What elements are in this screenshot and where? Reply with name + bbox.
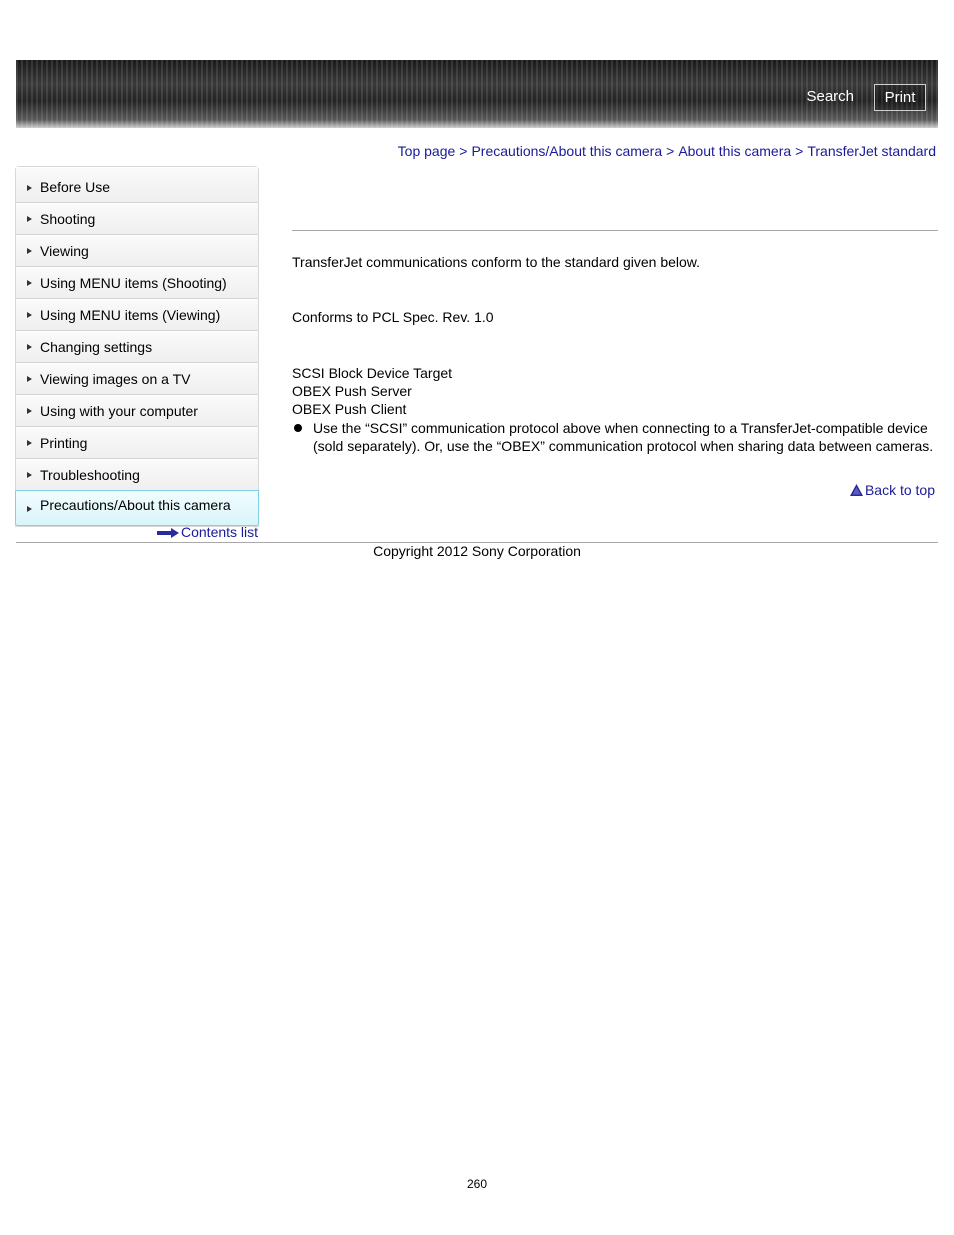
protocol-item: OBEX Push Server: [292, 383, 412, 399]
note-item: [292, 419, 938, 455]
arrow-right-icon: [157, 528, 179, 538]
title-divider: [292, 230, 938, 231]
triangle-right-icon: [27, 440, 32, 446]
protocol-item: SCSI Block Device Target: [292, 365, 453, 381]
bullet-icon: [294, 424, 302, 432]
print-button[interactable]: Print: [874, 84, 926, 111]
sidebar-item-viewing[interactable]: [16, 235, 258, 267]
sidebar-item-label: Changing settings: [40, 339, 153, 355]
contents-list-link[interactable]: [157, 524, 258, 540]
sidebar-item-label: Using MENU items (Shooting): [40, 275, 227, 291]
breadcrumb-separator: >: [795, 143, 804, 159]
copyright-text: Copyright 2012 Sony Corporation: [373, 543, 581, 559]
triangle-right-icon: [27, 185, 32, 191]
sidebar-item-viewing-tv[interactable]: [16, 363, 258, 395]
sidebar-item-label: Using with your computer: [40, 403, 198, 419]
intro-text: TransferJet communications conform to the standard given below.: [292, 254, 701, 270]
triangle-right-icon: [27, 248, 32, 254]
protocol-item: OBEX Push Client: [292, 401, 407, 417]
breadcrumb-separator: >: [459, 143, 468, 159]
sidebar-item-label: Before Use: [40, 179, 111, 195]
triangle-right-icon: [27, 376, 32, 382]
sidebar-item-label: Shooting: [40, 211, 96, 227]
sidebar-item-label: Using MENU items (Viewing): [40, 307, 221, 323]
spec-text: Conforms to PCL Spec. Rev. 1.0: [292, 309, 494, 325]
contents-list-label: Contents list: [181, 524, 259, 540]
sidebar-item-shooting[interactable]: [16, 203, 258, 235]
sidebar-nav: [15, 166, 259, 527]
breadcrumb: [398, 143, 936, 159]
breadcrumb-current-page[interactable]: TransferJet standard: [807, 143, 936, 159]
sidebar-item-label: Printing: [40, 435, 88, 451]
sidebar-item-troubleshooting[interactable]: [16, 459, 258, 491]
sidebar-item-menu-viewing[interactable]: [16, 299, 258, 331]
breadcrumb-separator: >: [666, 143, 675, 159]
sidebar-item-precautions[interactable]: [15, 490, 259, 526]
sidebar-item-computer[interactable]: [16, 395, 258, 427]
triangle-right-icon: [27, 280, 32, 286]
sidebar-item-label: Viewing: [40, 243, 89, 259]
breadcrumb-about-camera[interactable]: About this camera: [678, 143, 792, 159]
sidebar-item-printing[interactable]: [16, 427, 258, 459]
triangle-right-icon: [27, 408, 32, 414]
sidebar-item-label: Precautions/About this camera: [40, 497, 231, 513]
triangle-right-icon: [27, 312, 32, 318]
triangle-right-icon: [27, 216, 32, 222]
header-bar: [16, 60, 938, 128]
breadcrumb-precautions[interactable]: Precautions/About this camera: [471, 143, 663, 159]
note-text: Use the “SCSI” communication protocol above when connecting to a TransferJet-compatible device (sold separately). Or, use the “OBEX” communication protocol when sharing data between cameras.: [313, 420, 934, 454]
sidebar-item-before-use[interactable]: [16, 167, 258, 203]
search-button[interactable]: Search: [806, 88, 854, 105]
sidebar-item-label: Viewing images on a TV: [40, 371, 191, 387]
triangle-up-icon: [850, 484, 863, 496]
sidebar-item-changing-settings[interactable]: [16, 331, 258, 363]
sidebar-item-label: Troubleshooting: [40, 467, 140, 483]
triangle-right-icon: [27, 472, 32, 478]
triangle-right-icon: [27, 344, 32, 350]
page-number: 260: [466, 1177, 488, 1191]
breadcrumb-top-page[interactable]: Top page: [397, 143, 456, 159]
sidebar-item-menu-shooting[interactable]: [16, 267, 258, 299]
back-to-top-link[interactable]: [850, 482, 935, 498]
triangle-right-icon: [27, 506, 32, 512]
back-to-top-label: Back to top: [864, 482, 935, 498]
